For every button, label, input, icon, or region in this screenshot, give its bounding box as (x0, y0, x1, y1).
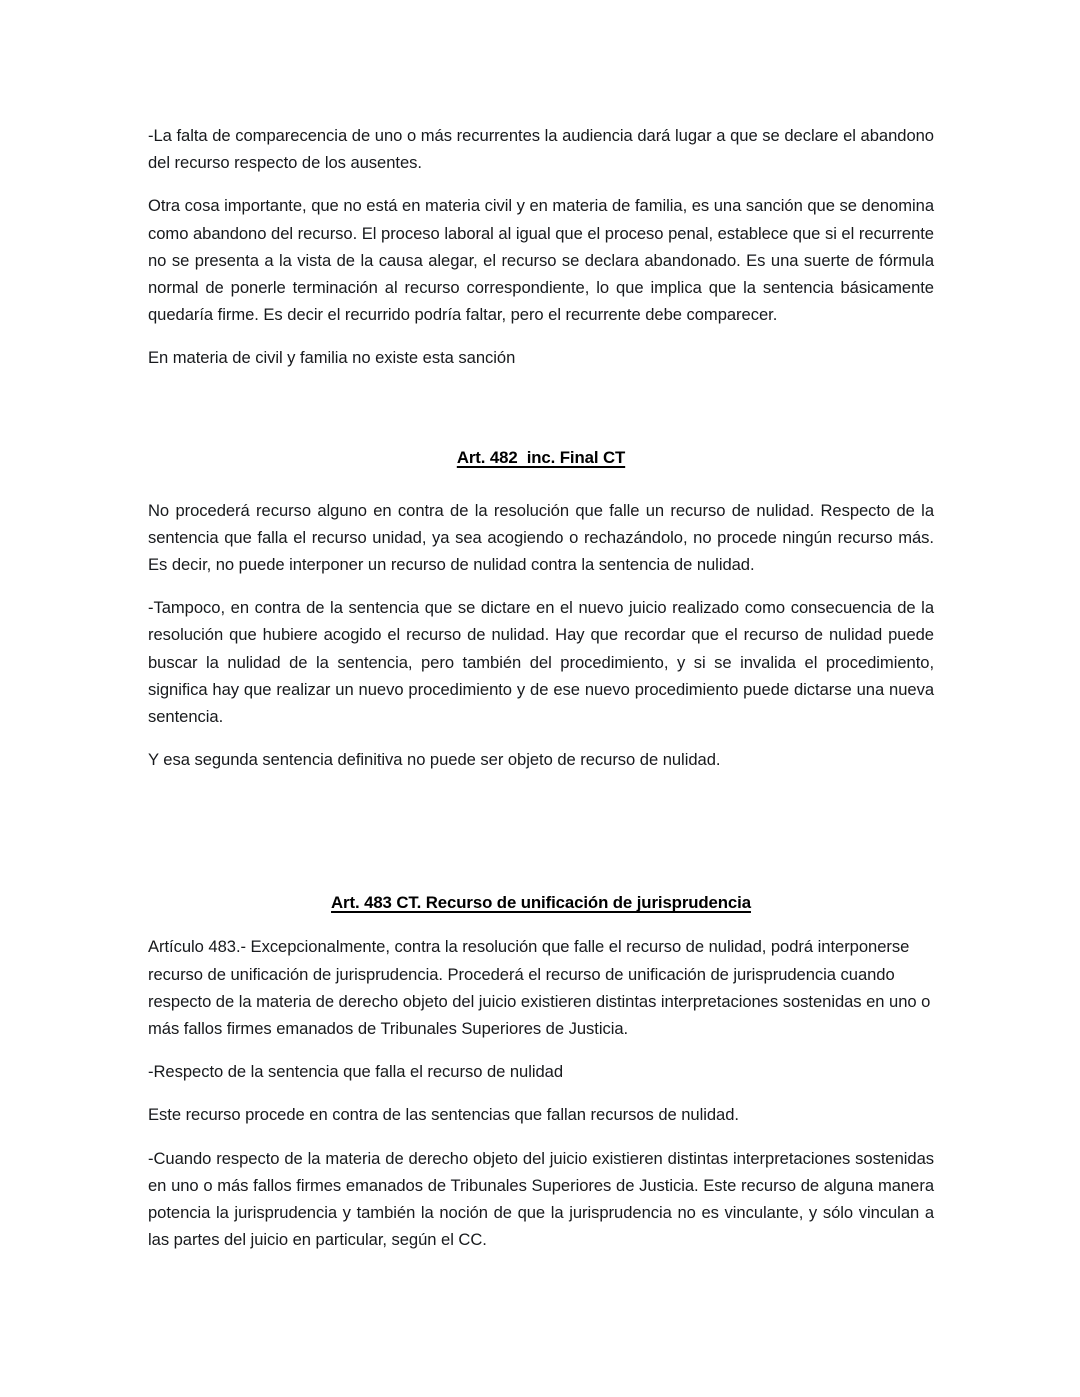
heading-art-482: Art. 482 inc. Final CT (456, 447, 626, 467)
spacer-before-heading-483 (148, 789, 934, 889)
paragraph-este-recurso-procede: Este recurso procede en contra de las sentencias que fallan recursos de nulidad. (148, 1105, 739, 1125)
paragraph-articulo-483: Artículo 483.- Excepcionalmente, contra la resolución que falle el recurso de nulidad, podrá interponerse recurso de unificación de jurisprudencia. Procederá el recurso de unificación de jurisprudencia cuando respecto de la materia de derecho objeto del juicio existieren distintas interpretaciones sostenidas en uno o más fallos firmes emanados de Tribunales Superiores de Justicia. (148, 937, 931, 1039)
paragraph-no-procedera-recurso: No procederá recurso alguno en contra de la resolución que falle un recurso de nulidad. Respecto de la sentencia que falla el recurso unidad, ya sea acogiendo o rechazándolo, no procede ningún recurso más. Es decir, no puede interponer un recurso de nulidad contra la sentencia de nulidad. (148, 500, 934, 575)
spacer-after-heading-482 (148, 471, 934, 497)
paragraph-materia-civil-familia: En materia de civil y familia no existe esta sanción (148, 348, 516, 368)
paragraph-tampoco-nuevo-juicio: -Tampoco, en contra de la sentencia que se dictare en el nuevo juicio realizado como consecuencia de la resolución que hubiere acogido el recurso de nulidad. Hay que recordar que el recurso de nulidad puede buscar la nulidad de la sentencia, pero también del procedimiento, y si se invalida el procedimiento, significa hay que realizar un nuevo procedimiento y de ese nuevo procedimiento puede dictarse una nueva sentencia. (148, 598, 934, 727)
paragraph-abandono-recurso: Otra cosa importante, que no está en materia civil y en materia de familia, es una sanción que se denomina como abandono del recurso. El proceso laboral al igual que el proceso penal, establece que si el recurrente no se presenta a la vista de la causa alegar, el recurso se declara abandonado. Es una suerte de fórmula normal de ponerle terminación al recurso correspondiente, lo que implica que la sentencia básicamente quedaría firme. Es decir el recurrido podría faltar, pero el recurrente debe comparecer. (148, 196, 934, 325)
paragraph-cuando-respecto-materia: -Cuando respecto de la materia de derecho objeto del juicio existieren distintas interpretaciones sostenidas en uno o más fallos firmes emanados de Tribunales Superiores de Justicia. Este recurso de alguna manera potencia la jurisprudencia y también la noción de que la jurisprudencia no es vinculante, y sólo vinculan a las partes del juicio en particular, según el CC. (148, 1148, 934, 1250)
spacer-before-heading-482 (148, 388, 934, 444)
paragraph-falta-comparecencia: -La falta de comparecencia de uno o más recurrentes la audiencia dará lugar a que se declare el abandono del recurso respecto de los ausentes. (148, 126, 934, 173)
spacer-after-heading-483 (148, 916, 934, 933)
paragraph-respecto-sentencia: -Respecto de la sentencia que falla el recurso de nulidad (148, 1062, 564, 1082)
paragraph-segunda-sentencia: Y esa segunda sentencia definitiva no puede ser objeto de recurso de nulidad. (148, 750, 721, 770)
heading-art-483: Art. 483 CT. Recurso de unificación de jurisprudencia (331, 893, 751, 913)
document-body (148, 122, 934, 1269)
